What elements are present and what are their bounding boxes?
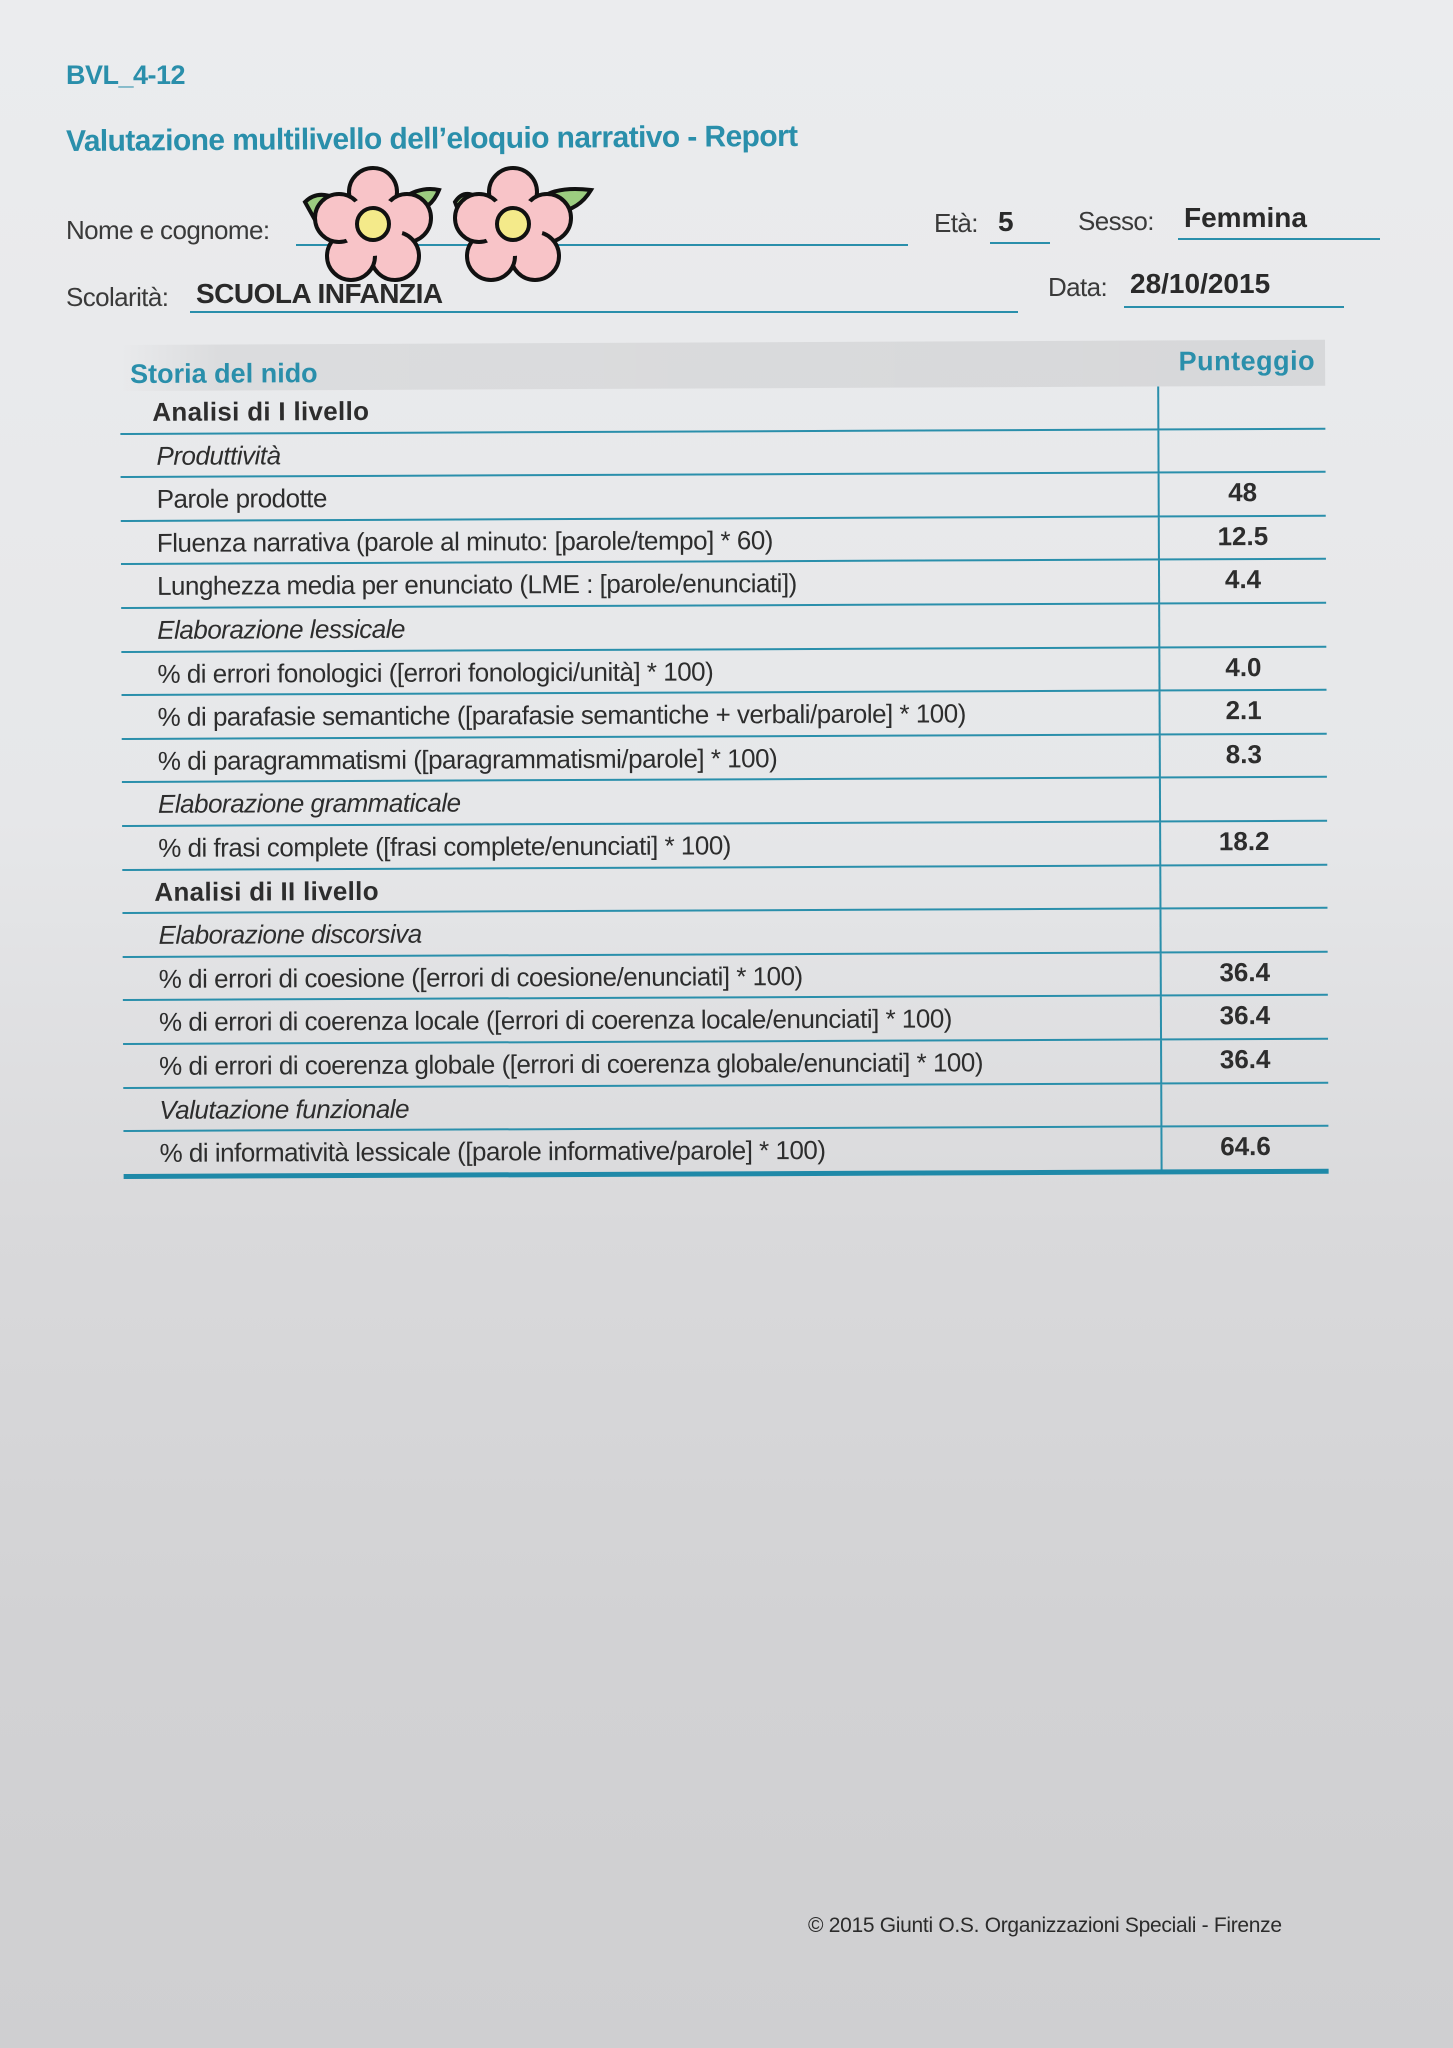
table-row bbox=[123, 1040, 1328, 1089]
row-score: 12.5 bbox=[1158, 517, 1326, 559]
row-label: Fluenza narrativa (parole al minuto: [parole/tempo] * 60) bbox=[156, 524, 773, 558]
table-row bbox=[121, 604, 1326, 653]
row-score: 4.0 bbox=[1158, 647, 1326, 689]
test-code: BVL_4-12 bbox=[66, 60, 186, 90]
copyright-footer: © 2015 Giunti O.S. Organizzazioni Speciali - Firenze bbox=[808, 1914, 1282, 1937]
table-header bbox=[120, 340, 1325, 391]
name-label: Nome e cognome: bbox=[66, 215, 270, 245]
date-value: 28/10/2015 bbox=[1130, 268, 1271, 299]
row-score: 48 bbox=[1158, 473, 1326, 515]
table-row bbox=[122, 909, 1327, 958]
row-label: Analisi di I livello bbox=[152, 395, 370, 427]
row-score: 18.2 bbox=[1159, 822, 1327, 864]
table-title: Storia del nido bbox=[130, 358, 318, 389]
sex-underline bbox=[1178, 238, 1380, 240]
table-row bbox=[123, 996, 1328, 1045]
age-value: 5 bbox=[998, 206, 1014, 237]
row-label: Valutazione funzionale bbox=[159, 1093, 410, 1125]
table-row bbox=[122, 822, 1327, 871]
age-label: Età: bbox=[934, 208, 978, 238]
row-label: % di errori fonologici ([errori fonologici/unità] * 100) bbox=[157, 655, 714, 689]
table-row bbox=[121, 560, 1326, 609]
row-label: % di frasi complete ([frasi complete/enunciati] * 100) bbox=[158, 830, 731, 863]
table-row bbox=[120, 429, 1325, 478]
row-label: % di errori di coerenza globale ([errori di coerenza globale/enunciati] * 100) bbox=[159, 1047, 984, 1081]
row-label: Elaborazione lessicale bbox=[157, 613, 406, 645]
date-underline bbox=[1124, 306, 1344, 308]
table-row bbox=[121, 517, 1326, 566]
score-table bbox=[120, 340, 1329, 1179]
row-score: 36.4 bbox=[1160, 996, 1328, 1038]
table-row bbox=[123, 1127, 1328, 1179]
row-label: % di paragrammatismi ([paragrammatismi/parole] * 100) bbox=[157, 742, 778, 776]
table-row bbox=[121, 473, 1326, 522]
schooling-underline bbox=[190, 311, 1018, 313]
row-score bbox=[1158, 604, 1326, 646]
row-label: Analisi di II livello bbox=[154, 875, 379, 907]
row-label: % di errori di coerenza locale ([errori di coerenza locale/enunciati] * 100) bbox=[158, 1003, 952, 1038]
row-label: % di parafasie semantiche ([parafasie semantiche + verbali/parole] * 100) bbox=[157, 698, 966, 732]
age-underline bbox=[990, 242, 1050, 244]
table-row bbox=[120, 386, 1325, 435]
row-score bbox=[1159, 778, 1327, 820]
row-score: 2.1 bbox=[1159, 691, 1327, 733]
table-row bbox=[123, 952, 1328, 1001]
flower-sticker-icon bbox=[295, 160, 595, 285]
row-label: % di errori di coesione ([errori di coesione/enunciati] * 100) bbox=[158, 960, 803, 994]
schooling-value: SCUOLA INFANZIA bbox=[196, 278, 443, 309]
table-row bbox=[123, 1083, 1328, 1132]
row-label: % di informatività lessicale ([parole informative/parole] * 100) bbox=[159, 1135, 826, 1168]
row-label: Elaborazione grammaticale bbox=[157, 787, 461, 820]
row-label: Parole prodotte bbox=[156, 483, 328, 515]
row-label: Elaborazione discorsiva bbox=[158, 918, 422, 950]
row-label: Produttività bbox=[156, 439, 281, 471]
row-score bbox=[1159, 909, 1327, 951]
table-row bbox=[122, 865, 1327, 914]
row-score: 36.4 bbox=[1160, 952, 1328, 994]
table-row bbox=[122, 734, 1327, 783]
table-row bbox=[121, 647, 1326, 696]
row-score: 4.4 bbox=[1158, 560, 1326, 602]
table-row bbox=[122, 691, 1327, 740]
report-title: Valutazione multilivello dell’eloquio narrativo - Report bbox=[65, 119, 798, 158]
sex-value: Femmina bbox=[1184, 202, 1307, 233]
row-score bbox=[1157, 429, 1325, 471]
row-score: 36.4 bbox=[1160, 1040, 1328, 1082]
sex-label: Sesso: bbox=[1078, 206, 1154, 236]
row-label: Lunghezza media per enunciato (LME : [parole/enunciati]) bbox=[156, 568, 797, 602]
row-score bbox=[1160, 1083, 1328, 1125]
table-row bbox=[122, 778, 1327, 827]
schooling-label: Scolarità: bbox=[66, 282, 169, 312]
row-score bbox=[1157, 386, 1325, 428]
row-score bbox=[1159, 865, 1327, 907]
row-score: 64.6 bbox=[1160, 1127, 1328, 1169]
score-column-header: Punteggio bbox=[1178, 345, 1316, 377]
date-label: Data: bbox=[1048, 272, 1108, 302]
row-score: 8.3 bbox=[1159, 734, 1327, 776]
